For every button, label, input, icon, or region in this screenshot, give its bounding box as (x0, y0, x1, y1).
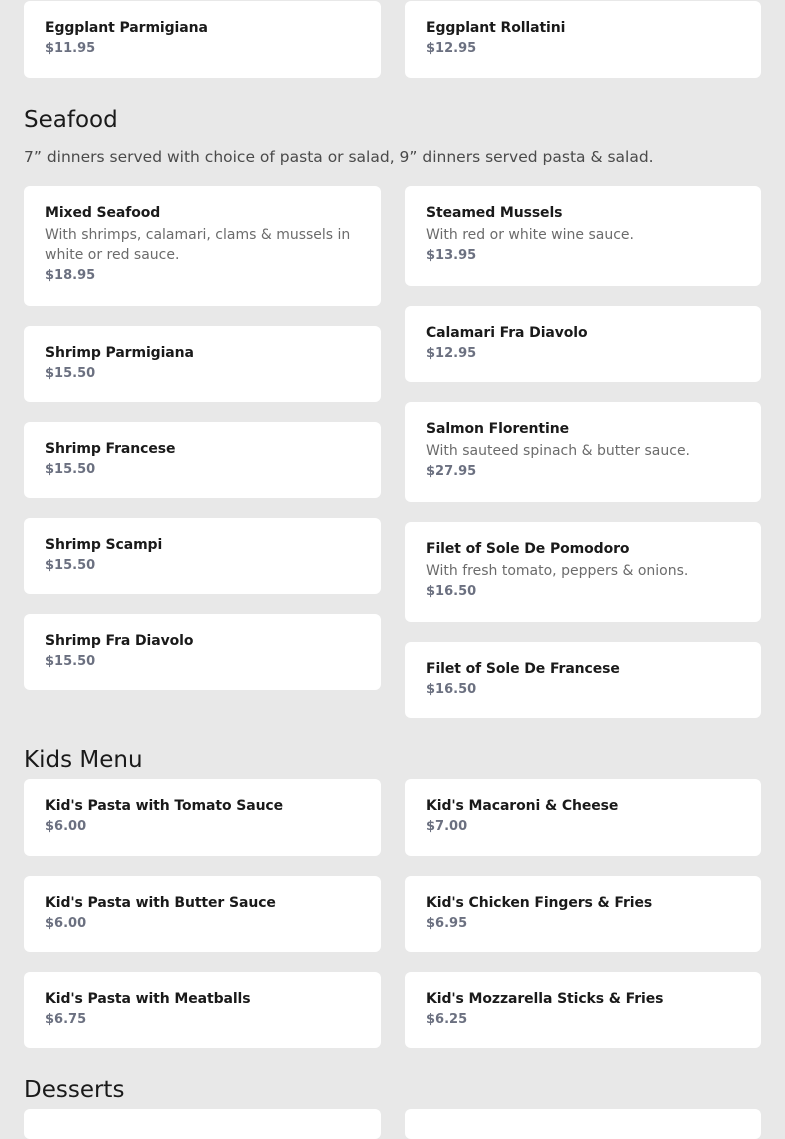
menu-item-price: $6.00 (45, 819, 87, 834)
menu-item-card[interactable] (405, 522, 761, 622)
menu-item-card[interactable] (24, 1109, 381, 1139)
menu-item-name: Filet of Sole De Francese (426, 661, 620, 677)
menu-item-name: Calamari Fra Diavolo (426, 325, 588, 341)
menu-item-price: $6.00 (45, 916, 87, 931)
menu-item-card[interactable] (24, 518, 381, 594)
menu-item-price: $16.50 (426, 682, 477, 697)
menu-item-name: Steamed Mussels (426, 205, 563, 221)
menu-item-price: $6.95 (426, 916, 468, 931)
menu-item-description: With fresh tomato, peppers & onions. (426, 563, 689, 579)
menu-item-name: Mixed Seafood (45, 205, 161, 221)
menu-item-card[interactable] (24, 876, 381, 952)
menu-item-price: $6.25 (426, 1012, 468, 1027)
menu-item-card[interactable] (405, 642, 761, 718)
menu-item-card[interactable] (405, 1109, 761, 1139)
menu-item-price: $27.95 (426, 464, 477, 479)
menu-item-price: $15.50 (45, 462, 96, 477)
menu-item-card[interactable] (405, 1, 761, 78)
menu-item-price: $16.50 (426, 584, 477, 599)
menu-item-description: With sauteed spinach & butter sauce. (426, 443, 691, 459)
menu-item-name: Kid's Macaroni & Cheese (426, 798, 619, 814)
menu-item-card[interactable] (24, 779, 381, 856)
menu-item-card[interactable] (24, 614, 381, 690)
menu-item-price: $18.95 (45, 268, 96, 283)
menu-item-name: Eggplant Rollatini (426, 20, 566, 36)
menu-item-card[interactable] (405, 779, 761, 856)
menu-item-price: $15.50 (45, 558, 96, 573)
menu-item-card[interactable] (405, 402, 761, 502)
menu-item-price: $12.95 (426, 41, 477, 56)
menu-item-name: Kid's Pasta with Butter Sauce (45, 895, 276, 911)
menu-item-card[interactable] (405, 972, 761, 1048)
menu-item-price: $13.95 (426, 248, 477, 263)
menu-item-price: $7.00 (426, 819, 468, 834)
menu-item-card[interactable] (24, 422, 381, 498)
menu-item-description: With shrimps, calamari, clams & mussels in white or red sauce. (45, 227, 351, 263)
menu-item-card[interactable] (24, 1, 381, 78)
menu-item-name: Kid's Pasta with Tomato Sauce (45, 798, 284, 814)
menu-item-name: Shrimp Fra Diavolo (45, 633, 194, 649)
menu-item-name: Filet of Sole De Pomodoro (426, 541, 630, 557)
menu-item-name: Salmon Florentine (426, 421, 569, 437)
menu-item-name: Shrimp Francese (45, 441, 176, 457)
menu-item-description: With red or white wine sauce. (426, 227, 634, 243)
menu-item-name: Shrimp Scampi (45, 537, 163, 553)
menu-item-card[interactable] (405, 306, 761, 382)
menu-item-card[interactable] (405, 876, 761, 952)
menu-item-name: Kid's Pasta with Meatballs (45, 991, 251, 1007)
menu-item-price: $12.95 (426, 346, 477, 361)
menu-item-price: $11.95 (45, 41, 96, 56)
menu-item-name: Shrimp Parmigiana (45, 345, 194, 361)
menu-item-price: $6.75 (45, 1012, 87, 1027)
menu-item-card[interactable] (24, 186, 381, 306)
section-subtitle-seafood: 7” dinners served with choice of pasta or salad, 9” dinners served pasta & salad. (24, 148, 654, 166)
menu-item-price: $15.50 (45, 654, 96, 669)
menu-item-name: Eggplant Parmigiana (45, 20, 208, 36)
section-title-kids-menu: Kids Menu (24, 747, 143, 773)
section-title-desserts: Desserts (24, 1077, 125, 1103)
menu-item-card[interactable] (24, 972, 381, 1048)
menu-item-card[interactable] (24, 326, 381, 402)
menu-item-card[interactable] (405, 186, 761, 286)
menu-item-name: Kid's Mozzarella Sticks & Fries (426, 991, 664, 1007)
menu-item-name: Kid's Chicken Fingers & Fries (426, 895, 653, 911)
menu-item-price: $15.50 (45, 366, 96, 381)
section-title-seafood: Seafood (24, 107, 118, 133)
